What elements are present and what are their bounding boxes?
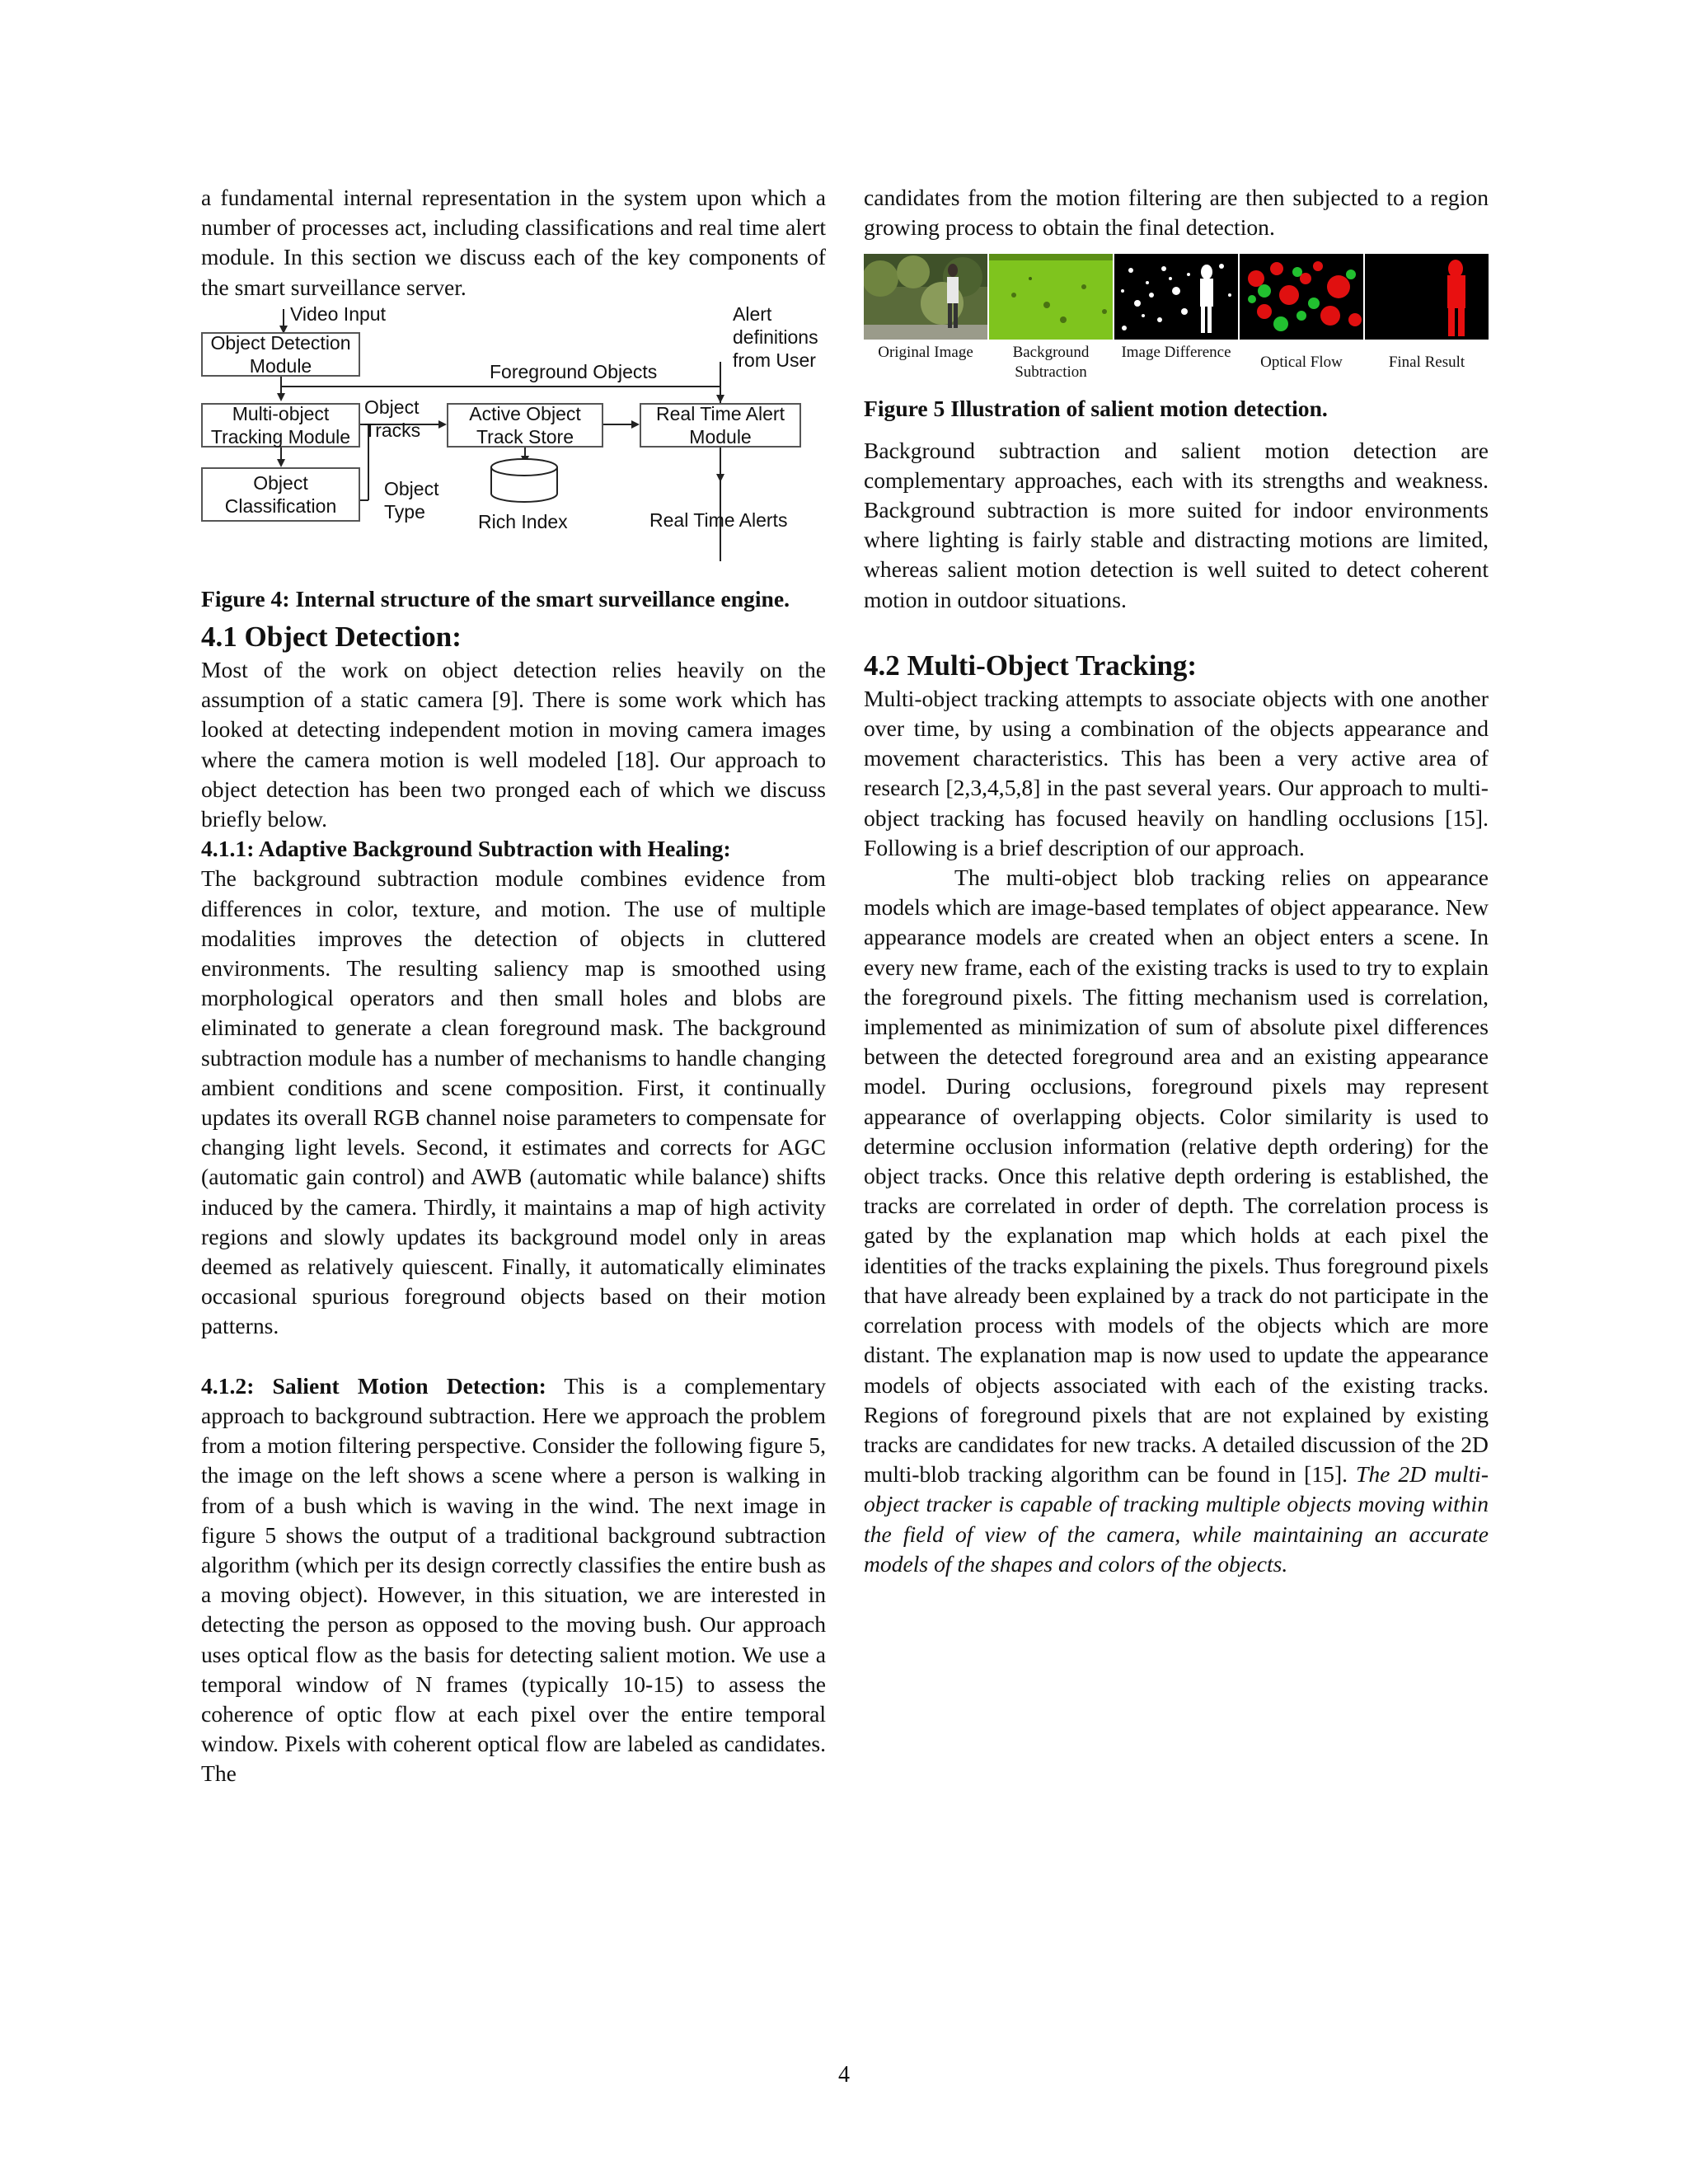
section-4-1-heading: 4.1 Object Detection: <box>201 621 462 654</box>
subsection-4-1-1-heading: 4.1.1: Adaptive Background Subtraction with Healing: <box>201 836 731 862</box>
real-time-alerts-label: Real Time Alerts <box>649 509 788 531</box>
multi-object-tracking-module-label: Multi-object Tracking Module <box>210 402 351 448</box>
final-result-panel <box>1365 254 1489 340</box>
figure-5-caption: Figure 5 Illustration of salient motion detection. <box>864 396 1328 422</box>
final-result-thumbnail <box>1365 254 1489 340</box>
background-subtraction-thumbnail <box>989 254 1113 340</box>
continuation-paragraph: candidates from the motion filtering are then subjected to a region growing process to obtain the final detection. <box>864 185 1489 241</box>
background-subtraction-panel <box>989 254 1113 340</box>
section-4-2-paragraph-a: Multi-object tracking attempts to associate objects with one another over time, by using a combination of the objects appearance and movement characteristics. This has been a very active area of research [2,3,4,5,8] in the past several years. Our approach to multi-object tracking has focused heavily on handling occlusions [15]. Following is a brief description of our approach. <box>864 685 1489 860</box>
section-4-2-paragraph-b <box>864 863 1489 1579</box>
section-4-1-paragraph: Most of the work on object detection relies heavily on the assumption of a static camera [9]. There is some work which has looked at detecting independent motion in moving camera images where the camera motion is well modeled [18]. Our approach to object detection has been two pronged each of which we discuss briefly below. <box>201 657 826 832</box>
figure-4-diagram <box>201 302 826 584</box>
comparison-paragraph: Background subtraction and salient motion detection are complementary approaches, each with its strengths and weakness. Background subtraction is more suited for indoor environments where lighting is fairly stable and distracting motions are limited, whereas salient motion detection is well suited to detect coherent motion in outdoor situations. <box>864 437 1489 612</box>
alert-definitions-label: Alert definitions from User <box>733 302 818 371</box>
image-difference-panel <box>1114 254 1238 340</box>
active-object-track-store-label: Active Object Track Store <box>469 402 581 448</box>
page-number: 4 <box>838 2062 850 2088</box>
database-icon <box>491 459 557 502</box>
figure-5-strip <box>864 254 1489 382</box>
object-classification-label: Object Classification <box>224 471 337 517</box>
rich-index-label: Rich Index <box>478 510 568 532</box>
object-type-label: Object Type <box>384 477 439 523</box>
foreground-objects-label: Foreground Objects <box>490 360 658 382</box>
object-detection-module-label: Object Detection Module <box>210 331 351 377</box>
subsection-4-1-2-heading: 4.1.2: Salient Motion Detection: <box>201 1372 546 1399</box>
final-result-caption: Final Result <box>1388 354 1465 372</box>
original-image-thumbnail <box>864 254 987 340</box>
object-detection-module-box <box>201 332 360 377</box>
active-object-track-store-box <box>447 403 603 448</box>
subsection-4-1-1-paragraph: The background subtraction module combines evidence from differences in color, texture, and motion. The use of multiple modalities improves the detection of objects in cluttered environments. The resulting saliency map is smoothed using morphological operators and then small holes and blobs are eliminated to generate a clean foreground mask. The background subtraction module has a number of mechanisms to handle changing ambient conditions and scene composition. First, it continually updates its overall RGB channel noise parameters to compensate for changing light levels. Second, it estimates and corrects for AGC (automatic gain control) and AWB (automatic while balance) shifts induced by the camera. Thirdly, it maintains a map of high activity regions and slowly updates its background model only in areas deemed as relatively quiescent. Finally, it automatically eliminates occasional spurious foreground objects based on their motion patterns. <box>201 865 826 1339</box>
video-input-label: Video Input <box>290 302 386 325</box>
optical-flow-thumbnail <box>1240 254 1363 340</box>
object-classification-box <box>201 467 360 522</box>
original-image-panel <box>864 254 987 340</box>
figure-4-caption: Figure 4: Internal structure of the smart surveillance engine. <box>201 585 790 612</box>
left-column <box>201 183 826 1789</box>
subsection-4-1-2-text: This is a complementary approach to background subtraction. Here we approach the problem from a motion filtering perspective. Consider the following figure 5, the image on the left shows a scene where a person is walking in from of a bush which is waving in the wind. The next image in figure 5 shows the output of a traditional background subtraction algorithm (which per its design correctly classifies the entire bush as a moving object). However, in this situation, we are interested in detecting the person as opposed to the moving bush. Our approach uses optical flow as the basis for detecting salient motion. We use a temporal window of N frames (typically 10-15) to assess the coherence of optic flow at each pixel over the entire temporal window. Pixels with coherent optical flow are labeled as candidates. The <box>201 1372 826 1787</box>
multi-object-tracking-module-box <box>201 403 360 448</box>
original-image-caption: Original Image <box>878 344 973 362</box>
section-4-2-heading: 4.2 Multi-Object Tracking: <box>864 649 1198 682</box>
optical-flow-caption: Optical Flow <box>1260 354 1343 372</box>
real-time-alert-module-box <box>640 403 801 448</box>
image-difference-caption: Image Difference <box>1121 344 1231 362</box>
background-subtraction-caption: Background Subtraction <box>1012 344 1090 382</box>
real-time-alert-module-label: Real Time Alert Module <box>656 402 785 448</box>
right-column <box>864 183 1489 1579</box>
object-tracks-label: Object Tracks <box>364 396 421 441</box>
subsection-4-1-2-paragraph <box>201 1371 826 1789</box>
section-4-2-paragraph-b-text: The multi-object blob tracking relies on appearance models which are image-based templates of object appearance. New appearance models are created when an object enters a scene. In every new frame, each of the existing tracks is used to try to explain the foreground pixels. The fitting mechanism used is correlation, implemented as minimization of sum of absolute pixel differences between the detected foreground area and an existing appearance model. During occlusions, foreground pixels may represent appearance of overlapping objects. Color similarity is used to determine occlusion information (relative depth ordering) for the object tracks. Once this relative depth ordering is established, the tracks are correlated in order of depth. The correlation process is gated by the explanation map which holds at each pixel the identities of the tracks explaining the pixels. Thus foreground pixels that have already been explained by a track do not participate in the correlation process with models of the objects which are more distant. The explanation map is now used to update the appearance models of objects associated with each of the existing tracks. Regions of foreground pixels that are not explained by existing tracks are candidates for new tracks. A detailed discussion of the 2D multi-blob tracking algorithm can be found in [15]. <box>864 865 1489 1488</box>
image-difference-thumbnail <box>1114 254 1238 340</box>
intro-paragraph: a fundamental internal representation in the system upon which a number of processes act, including classifications and real time alert module. In this section we discuss each of the key components of the smart surveillance server. <box>201 185 826 300</box>
section-4-2-paragraph-b-italic: The 2D multi- object tracker is capable of tracking multiple objects moving within the field of view of the camera, while maintaining an accurate models of the shapes and colors of the objects. <box>864 1461 1489 1577</box>
optical-flow-panel <box>1240 254 1363 340</box>
